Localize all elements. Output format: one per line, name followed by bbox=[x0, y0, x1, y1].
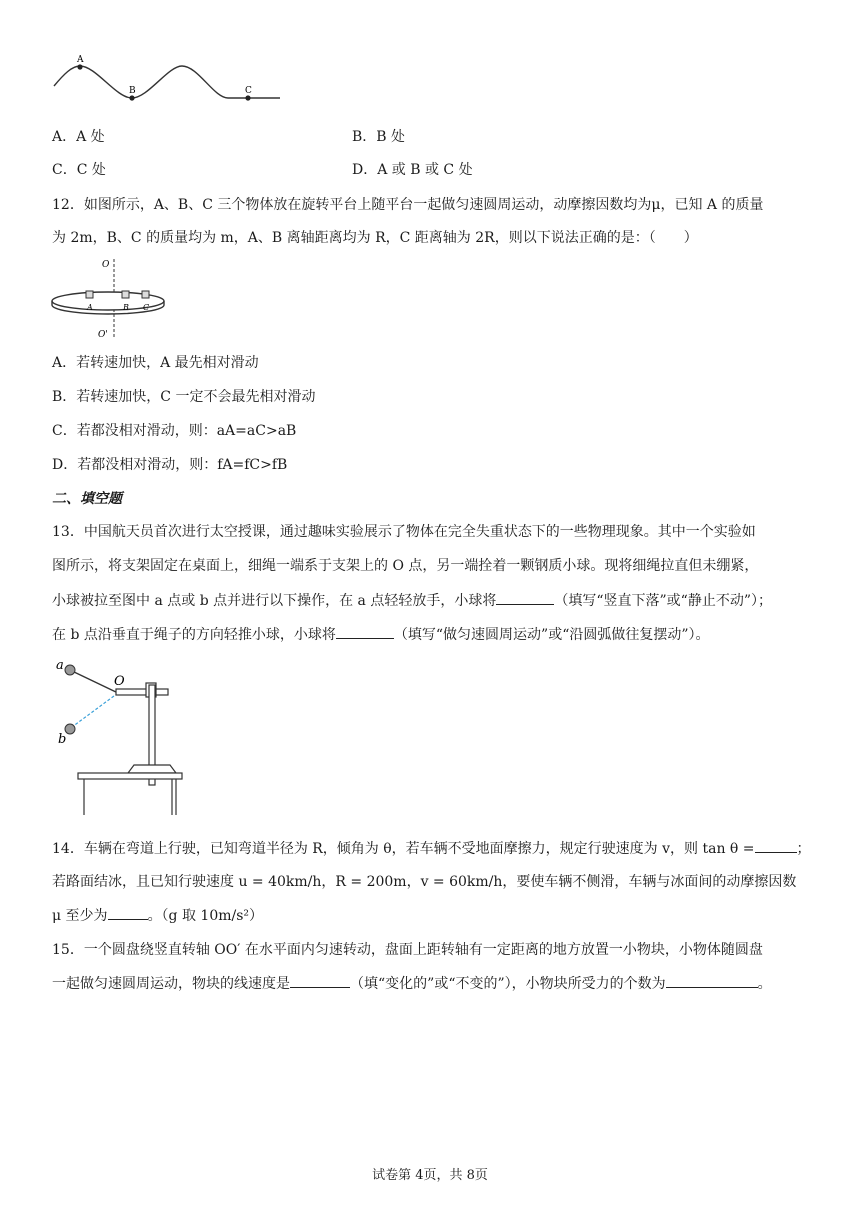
q13-blank-1[interactable] bbox=[496, 590, 554, 605]
stand-figure bbox=[50, 655, 190, 817]
q14-blank-1[interactable] bbox=[755, 838, 797, 853]
q11-option-b: B．B 处 bbox=[352, 129, 406, 145]
turntable-label-o-prime: O' bbox=[98, 330, 108, 340]
turntable-label-a: A bbox=[87, 303, 93, 312]
q14-stem-line1: 14．车辆在弯道上行驶，已知弯道半径为 R，倾角为 θ，若车辆不受地面摩擦力，规定行驶速度为 v，则 tan θ = ； bbox=[52, 838, 811, 859]
stand-label-b: b bbox=[58, 732, 67, 747]
q12-option-b: B．若转速加快，C 一定不会最先相对滑动 bbox=[52, 389, 316, 405]
q13-blank-2[interactable] bbox=[336, 624, 394, 639]
q12-option-a: A．若转速加快，A 最先相对滑动 bbox=[52, 355, 259, 371]
q11-option-a: A．A 处 bbox=[52, 129, 105, 145]
turntable-label-c: C bbox=[143, 303, 150, 312]
q11-option-c: C．C 处 bbox=[52, 162, 106, 178]
wave-label-b: B bbox=[129, 86, 136, 96]
q13-stem-line1: 13．中国航天员首次进行太空授课，通过趣味实验展示了物体在完全失重状态下的一些物理现象。其中一个实验如 bbox=[52, 524, 756, 540]
q12-option-c: C．若都没相对滑动，则：aA=aC>aB bbox=[52, 423, 297, 439]
q13-stem-line4: 在 b 点沿垂直于绳子的方向轻推小球，小球将 （填写“做匀速圆周运动”或“沿圆弧做往复摆动”）。 bbox=[52, 624, 710, 645]
q12-option-d: D．若都没相对滑动，则：fA=fC>fB bbox=[52, 457, 288, 473]
q11-option-d: D．A 或 B 或 C 处 bbox=[352, 162, 473, 178]
q15-blank-1[interactable] bbox=[290, 973, 350, 988]
stand-label-a: a bbox=[56, 658, 64, 673]
q15-blank-2[interactable] bbox=[666, 973, 758, 988]
wave-label-a: A bbox=[77, 55, 84, 65]
q15-stem-line1: 15．一个圆盘绕竖直转轴 OO′ 在水平面内匀速转动，盘面上距转轴有一定距离的地方放置一小物块，小物体随圆盘 bbox=[52, 942, 763, 958]
q13-stem-line3: 小球被拉至图中 a 点或 b 点并进行以下操作，在 a 点轻轻放手，小球将 （填写“竖直下落”或“静止不动”）； bbox=[52, 590, 772, 611]
q13-stem-line2: 图所示，将支架固定在桌面上，细绳一端系于支架上的 O 点，另一端拴着一颗钢质小球。现将细绳拉直但未绷紧， bbox=[52, 558, 759, 574]
q12-stem-line1: 12．如图所示，A、B、C 三个物体放在旋转平台上随平台一起做匀速圆周运动，动摩擦因数均为μ，已知 A 的质量 bbox=[52, 197, 764, 213]
turntable-figure bbox=[48, 255, 178, 343]
stand-label-o: O bbox=[114, 674, 125, 689]
q12-stem-line2: 为 2m，B、C 的质量均为 m，A、B 离轴距离均为 R，C 距离轴为 2R，则以下说法正确的是：（ ） bbox=[52, 230, 698, 246]
wave-label-c: C bbox=[245, 86, 252, 96]
section-title: 二、填空题 bbox=[52, 491, 122, 507]
page-footer: 试卷第 4页，共 8页 bbox=[372, 1168, 488, 1183]
turntable-label-o: O bbox=[102, 260, 110, 270]
turntable-label-b: B bbox=[123, 303, 129, 312]
q14-stem-line2: 若路面结冰，且已知行驶速度 u = 40km/h，R = 200m，v = 60km/h，要使车辆不侧滑，车辆与冰面间的动摩擦因数 bbox=[52, 874, 797, 890]
wave-figure bbox=[50, 52, 290, 112]
q14-blank-2[interactable] bbox=[108, 905, 148, 920]
q14-stem-line3: μ 至少为 。（g 取 10m/s²） bbox=[52, 905, 263, 926]
q15-stem-line2: 一起做匀速圆周运动，物块的线速度是 （填“变化的”或“不变的”），小物块所受力的个数为 。 bbox=[52, 973, 772, 994]
